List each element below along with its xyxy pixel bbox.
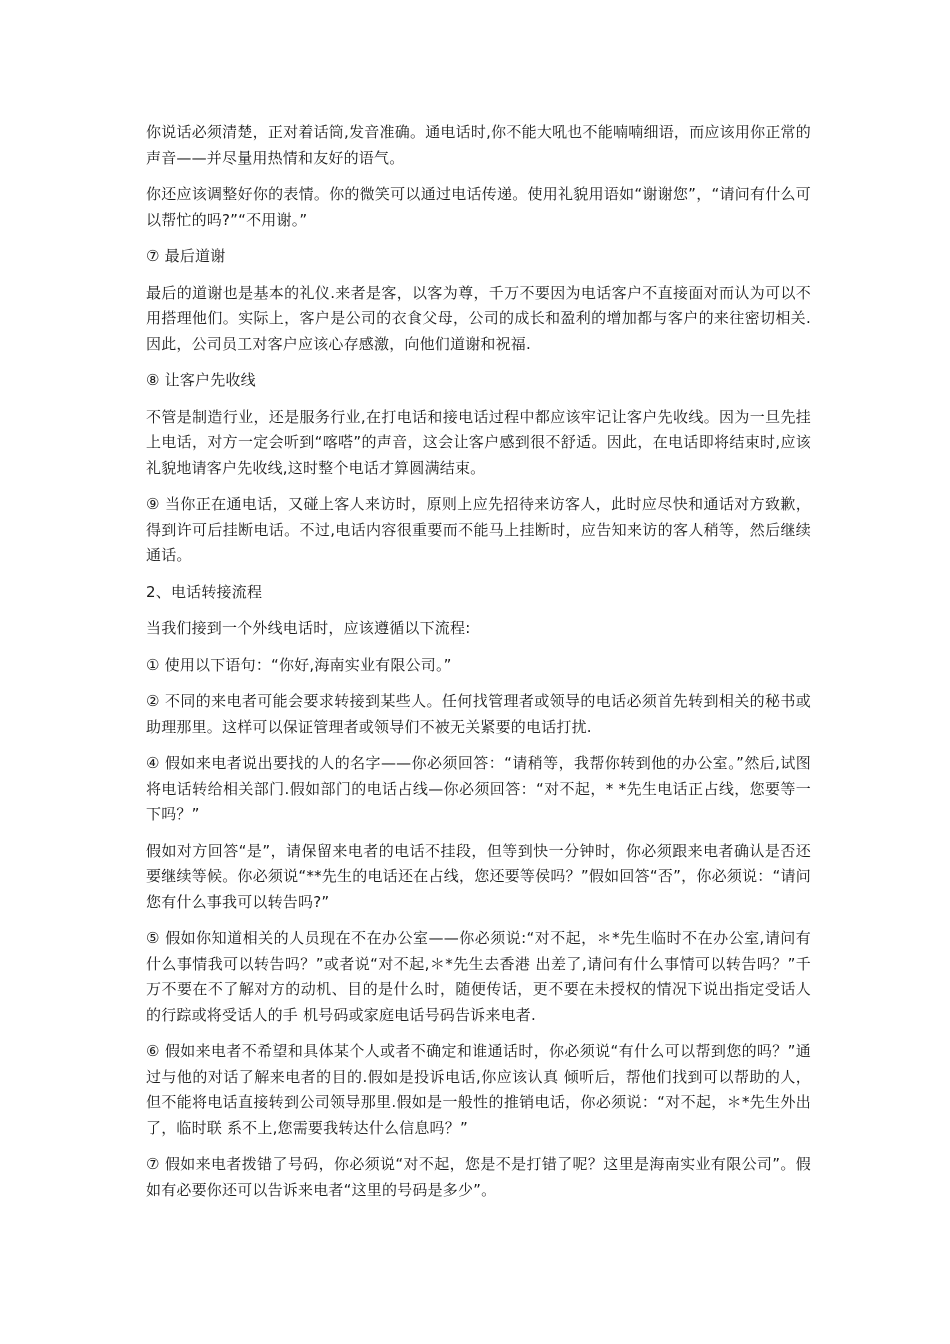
heading-final-thanks: ⑦ 最后道谢 bbox=[146, 247, 226, 265]
document-page bbox=[146, 120, 811, 1214]
paragraph-final-thanks: 最后的道谢也是基本的礼仪.来者是客，以客为尊，千万不要因为电话客户不直接面对而认为可以不用搭理他们。实际上，客户是公司的衣食父母，公司的成长和盈利的增加都与客户的来往密切相关.因此，公司员工对客户应该心存感激，向他们道谢和祝福. bbox=[146, 283, 811, 353]
paragraph-customer-hangs-up-first: 不管是制造行业，还是服务行业,在打电话和接电话过程中都应该牢记让客户先收线。因为一旦先挂上电话，对方一定会听到“喀嗒”的声音，这会让客户感到很不舒适。因此，在电话即将结束时,应该礼貌地请客户先收线,这时整个电话才算圆满结束。 bbox=[146, 407, 811, 477]
paragraph-adjust-expression: 你还应该调整好你的表情。你的微笑可以通过电话传递。使用礼貌用语如“谢谢您”，“请问有什么可以帮忙的吗?”“不用谢。” bbox=[146, 185, 811, 229]
heading-customer-hangs-up-first: ⑧ 让客户先收线 bbox=[146, 371, 256, 389]
paragraph-speak-clearly: 你说话必须清楚，正对着话筒,发音准确。通电话时,你不能大吼也不能喃喃细语，而应该用你正常的声音——并尽量用热情和友好的语气。 bbox=[146, 123, 811, 167]
paragraph-transfer-intro: 当我们接到一个外线电话时，应该遵循以下流程: bbox=[146, 619, 471, 637]
heading-call-transfer-process: 2、电话转接流程 bbox=[146, 582, 263, 601]
paragraph-visitor-during-call: ⑨ 当你正在通电话，又碰上客人来访时，原则上应先招待来访客人，此时应尽快和通话对方致歉，得到许可后挂断电话。不过,电话内容很重要而不能马上挂断时，应告知来访的客人稍等，然后继续通话。 bbox=[146, 495, 811, 564]
list-item-wrong-number: ⑦ 假如来电者拨错了号码，你必须说“对不起，您是不是打错了呢？这里是海南实业有限公司”。假如有必要你还可以告诉来电者“这里的号码是多少”。 bbox=[146, 1155, 811, 1199]
list-item-not-in-office: ⑤ 假如你知道相关的人员现在不在办公室——你必须说:“对不起，＊*先生临时不在办公室,请问有什么事情我可以转告吗？”或者说“对不起,＊*先生去香港 出差了,请问有什么事情可以转告吗？”千万不要在不了解对方的动机、目的是什么时，随便传话，更不要在未授权的情况下说出指定受话人的行踪或将受话人的手 机号码或家庭电话号码告诉来电者. bbox=[146, 929, 811, 1024]
list-item-greeting: ① 使用以下语句：“你好,海南实业有限公司。” bbox=[146, 655, 452, 674]
list-item-unspecified-caller: ⑥ 假如来电者不希望和具体某个人或者不确定和谁通话时，你必须说“有什么可以帮到您的吗？”通过与他的对话了解来电者的目的.假如是投诉电话,你应该认真 倾听后，帮他们找到可以帮助的人，但不能将电话直接转到公司领导那里.假如是一般性的推销电话，你必须说：“对不起，＊*先生外出了，临时联 系不上,您需要我转达什么信息吗？” bbox=[146, 1042, 811, 1137]
list-item-route-to-secretary: ② 不同的来电者可能会要求转接到某些人。任何找管理者或领导的电话必须首先转到相关的秘书或助理那里。这样可以保证管理者或领导们不被无关紧要的电话打扰. bbox=[146, 692, 811, 736]
list-item-named-person: ④ 假如来电者说出要找的人的名字——你必须回答：“请稍等，我帮你转到他的办公室。”然后,试图将电话转给相关部门.假如部门的电话占线—你必须回答：“对不起，* *先生电话正占线，您要等一下吗？” bbox=[146, 754, 811, 823]
paragraph-hold-confirmation: 假如对方回答“是”，请保留来电者的电话不挂段，但等到快一分钟时，你必须跟来电者确认是否还要继续等候。你必须说“**先生的电话还在占线，您还要等侯吗？”假如回答“否”，你必须说：“请问您有什么事我可以转告吗?” bbox=[146, 841, 811, 911]
